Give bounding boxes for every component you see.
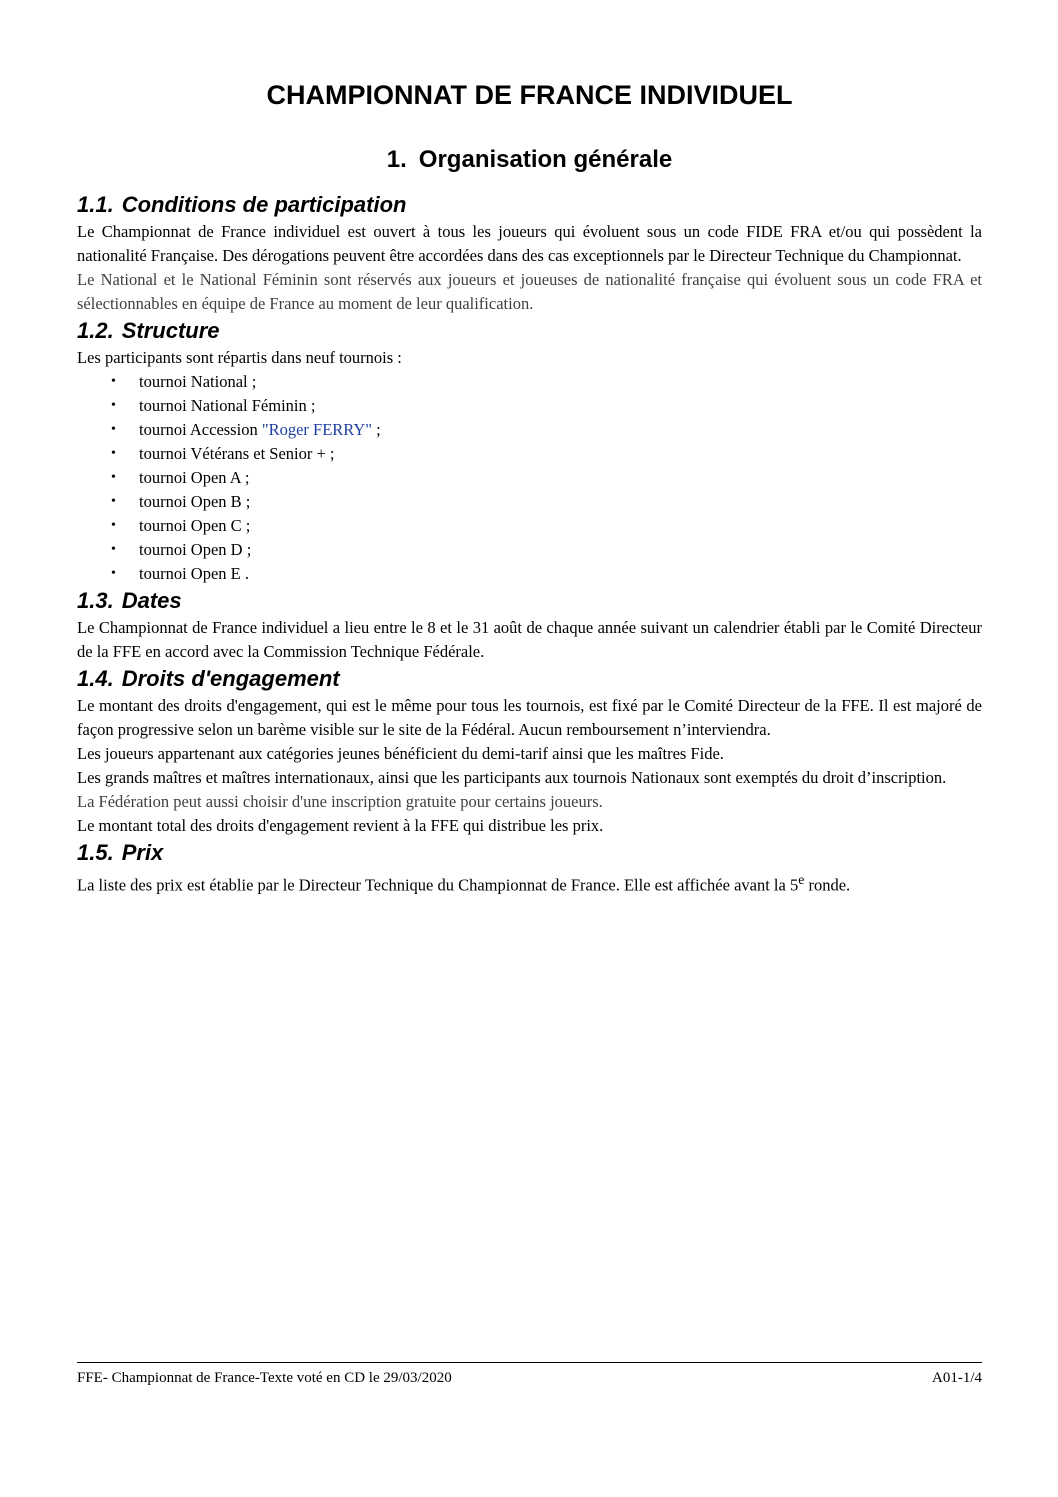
list-item: • tournoi Accession "Roger FERRY" ; [77, 418, 982, 442]
section-title: Organisation générale [418, 146, 673, 173]
subsection-heading-structure [77, 316, 982, 346]
bullet-icon: • [111, 542, 116, 557]
bullet-icon: • [111, 398, 116, 413]
subsection-heading-dates [77, 586, 982, 616]
bullet-icon: • [111, 422, 116, 437]
section-heading [77, 145, 982, 175]
subsection-title: Structure [121, 318, 220, 343]
list-item: • tournoi Open C ; [77, 514, 982, 538]
subsection-number: 1.3. [77, 588, 114, 613]
tournament-list [77, 370, 982, 586]
paragraph-fees-2: Les joueurs appartenant aux catégories jeunes bénéficient du demi-tarif ainsi que les maîtres Fide. [77, 744, 724, 763]
bullet-icon: • [111, 518, 116, 533]
list-item: • tournoi National ; [77, 370, 982, 394]
subsection-number: 1.4. [77, 666, 114, 691]
list-item: • tournoi National Féminin ; [77, 394, 982, 418]
paragraph-structure-intro: Les participants sont répartis dans neuf tournois : [77, 348, 402, 367]
subsection-heading-prizes [77, 838, 982, 868]
bullet-icon: • [111, 446, 116, 461]
paragraph-prizes: La liste des prix est établie par le Directeur Technique du Championnat de France. Elle est affichée avant la 5e ronde. [77, 872, 851, 895]
bullet-icon: • [111, 494, 116, 509]
subsection-title: Prix [121, 840, 164, 865]
subsection-number: 1.1. [77, 192, 114, 217]
bullet-icon: • [111, 470, 116, 485]
document-content [77, 190, 982, 898]
document-title: CHAMPIONNAT DE FRANCE INDIVIDUEL [266, 80, 793, 110]
page-footer [77, 1362, 982, 1388]
subsection-title: Dates [121, 588, 182, 613]
paragraph-fees-5: Le montant total des droits d'engagement revient à la FFE qui distribue les prix. [77, 816, 604, 835]
subsection-title: Droits d'engagement [121, 666, 340, 691]
page-number: A01-1/4 [932, 1370, 982, 1386]
section-number: 1. [386, 146, 407, 173]
footer-text: FFE- Championnat de France-Texte voté en CD le 29/03/2020 [77, 1370, 452, 1386]
subsection-number: 1.2. [77, 318, 114, 343]
list-item: • tournoi Open E . [77, 562, 982, 586]
paragraph-fees-1: Le montant des droits d'engagement, qui est le même pour tous les tournois, est fixé par le Comité Directeur de la FFE. Il est majoré de façon progressive selon un barème visible sur le site de la Fédéral. Aucun remboursement n’interviendra. [77, 696, 982, 739]
list-item: • tournoi Open D ; [77, 538, 982, 562]
subsection-number: 1.5. [77, 840, 114, 865]
subsection-heading-fees [77, 664, 982, 694]
roger-ferry-link[interactable]: "Roger FERRY" [261, 420, 373, 439]
paragraph-dates: Le Championnat de France individuel a lieu entre le 8 et le 31 août de chaque année suivant un calendrier établi par le Comité Directeur de la FFE en accord avec la Commission Technique Fédérale. [77, 618, 982, 661]
paragraph-fees-3: Les grands maîtres et maîtres internationaux, ainsi que les participants aux tournois Nationaux sont exemptés du droit d’inscription. [77, 768, 947, 787]
list-item: • tournoi Open B ; [77, 490, 982, 514]
paragraph-conditions-2: Le National et le National Féminin sont réservés aux joueurs et joueuses de nationalité française qui évoluent sous un code FRA et sélectionnables en équipe de France au moment de leur qualification. [77, 270, 982, 313]
list-item: • tournoi Open A ; [77, 466, 982, 490]
subsection-title: Conditions de participation [121, 192, 407, 217]
bullet-icon: • [111, 374, 116, 389]
list-item: • tournoi Vétérans et Senior + ; [77, 442, 982, 466]
bullet-icon: • [111, 566, 116, 581]
paragraph-conditions-1: Le Championnat de France individuel est ouvert à tous les joueurs qui évoluent sous un code FIDE FRA et/ou qui possèdent la nationalité Française. Des dérogations peuvent être accordées dans des cas exceptionnels par le Directeur Technique du Championnat. [77, 222, 982, 265]
subsection-heading-conditions [77, 190, 982, 220]
paragraph-fees-4: La Fédération peut aussi choisir d'une inscription gratuite pour certains joueurs. [77, 792, 603, 811]
